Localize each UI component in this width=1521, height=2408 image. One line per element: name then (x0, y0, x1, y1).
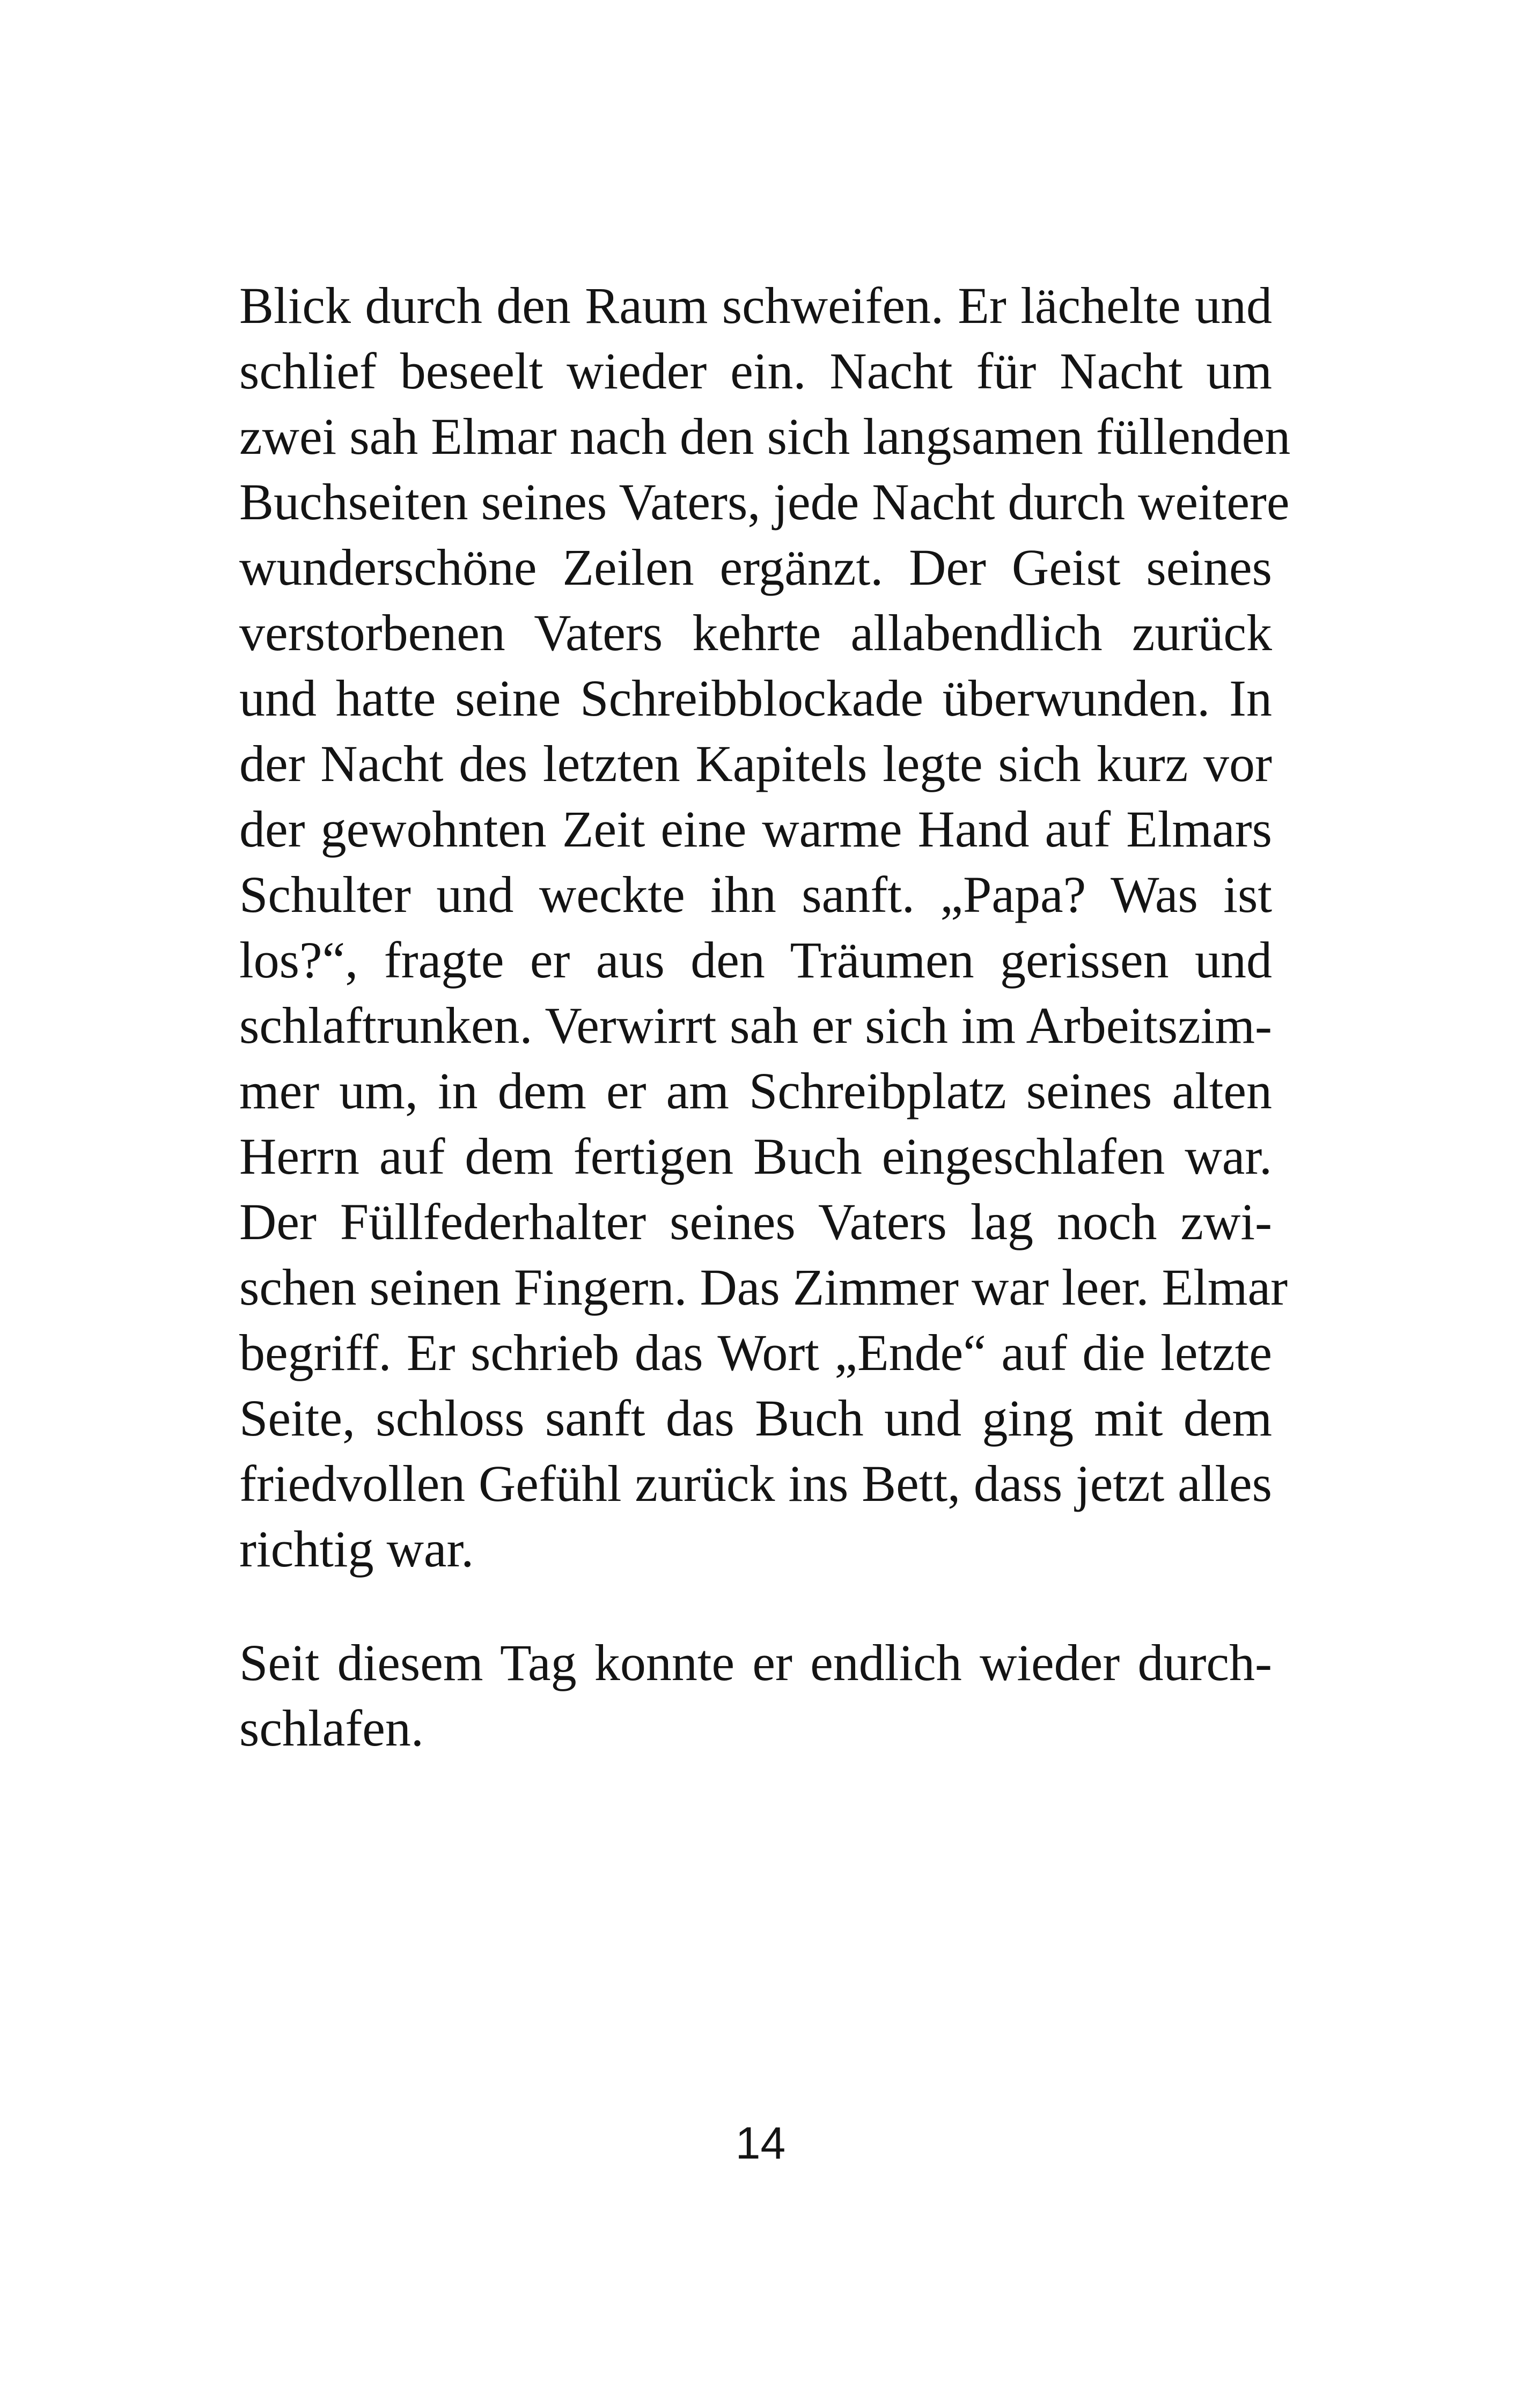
text-line: Blick durch den Raum schweifen. Er lächelte und (239, 277, 1272, 334)
page-number: 14 (735, 2118, 786, 2168)
text-line: wunderschöne Zeilen ergänzt. Der Geist seines (239, 539, 1272, 596)
text-line: schlafen. (239, 1699, 424, 1757)
text-line: richtig war. (239, 1520, 474, 1578)
text-line: schen seinen Fingern. Das Zimmer war leer. Elmar (239, 1258, 1288, 1316)
text-line: los?“, fragte er aus den Träumen gerissen und (239, 931, 1272, 989)
text-line: Der Füllfederhalter seines Vaters lag noch zwi- (239, 1193, 1272, 1250)
text-line: schlief beseelt wieder ein. Nacht für Nacht um (239, 342, 1272, 400)
text-line: Schulter und weckte ihn sanft. „Papa? Was ist (239, 866, 1272, 923)
text-line: zwei sah Elmar nach den sich langsamen füllenden (239, 408, 1291, 465)
text-line: begriff. Er schrieb das Wort „Ende“ auf die letzte (239, 1324, 1272, 1381)
text-line: der Nacht des letzten Kapitels legte sich kurz vor (239, 735, 1272, 792)
text-line: Herrn auf dem fertigen Buch eingeschlafen war. (239, 1128, 1272, 1185)
text-line: der gewohnten Zeit eine warme Hand auf Elmars (239, 800, 1272, 858)
text-line: schlaftrunken. Verwirrt sah er sich im Arbeitszim- (239, 997, 1272, 1054)
text-line: friedvollen Gefühl zurück ins Bett, dass jetzt alles (239, 1455, 1272, 1512)
text-line: mer um, in dem er am Schreibplatz seines alten (239, 1062, 1272, 1120)
text-line: Buchseiten seines Vaters, jede Nacht durch weitere (239, 473, 1290, 531)
text-line: Seite, schloss sanft das Buch und ging mit dem (239, 1389, 1272, 1447)
text-line: und hatte seine Schreibblockade überwunden. In (239, 669, 1272, 727)
text-line: verstorbenen Vaters kehrte allabendlich zurück (239, 604, 1272, 661)
text-line: Seit diesem Tag konnte er endlich wieder durch- (239, 1634, 1272, 1691)
